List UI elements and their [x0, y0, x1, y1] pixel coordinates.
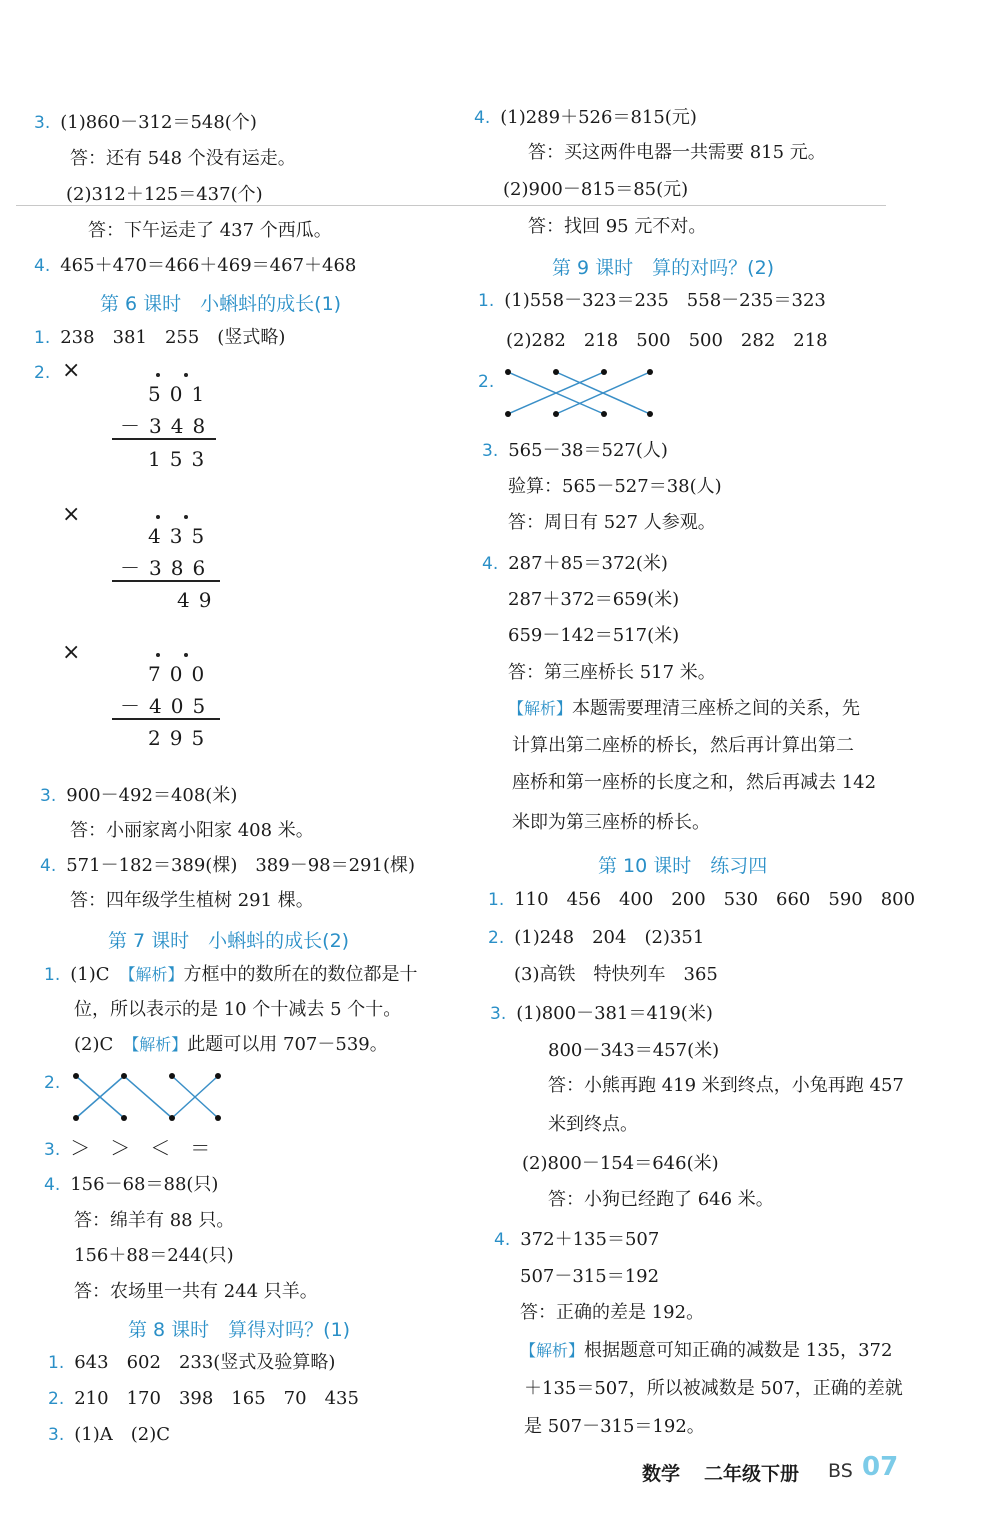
analysis-line: 【解析】本题需要理清三座桥之间的关系，先: [508, 698, 861, 719]
matching-diagram: [500, 364, 660, 420]
calc-result: 295: [148, 726, 214, 750]
answer-line: 800－343＝457(米): [548, 1040, 720, 1061]
section-heading: 第 9 课时 算的对吗？(2): [552, 257, 775, 279]
carry-dot: [184, 653, 188, 657]
answer-line: 4. 287＋85＝372(米): [482, 553, 668, 574]
answer-line: 答：四年级学生植树 291 棵。: [70, 890, 314, 911]
answer-line: 1. 110 456 400 200 530 660 590 800: [488, 889, 916, 910]
answer-line: 4. 372＋135＝507: [494, 1229, 660, 1250]
answer-line: 507－315＝192: [520, 1266, 660, 1287]
answer-line: 答：农场里一共有 244 只羊。: [74, 1281, 318, 1302]
answer-line: 1. 238 381 255 (竖式略): [34, 327, 286, 348]
answer-line: 2.: [44, 1073, 61, 1093]
calc-line: [112, 718, 220, 720]
answer-line: 1. 643 602 233(竖式及验算略): [48, 1352, 336, 1373]
answer-line: 2.: [34, 363, 51, 383]
answer-line: (3)高铁 特快列车 365: [514, 964, 718, 985]
section-heading: 第 6 课时 小蝌蚪的成长(1): [100, 293, 342, 315]
cross-mark: ×: [62, 502, 81, 527]
carry-dot: [184, 373, 188, 377]
section-heading: 第 7 课时 小蝌蚪的成长(2): [108, 930, 350, 952]
calc-line: [112, 438, 216, 440]
footer-subject: 数学: [642, 1463, 681, 1485]
answer-line: 4. 156－68＝88(只): [44, 1174, 219, 1195]
calc-top: 501: [148, 382, 214, 406]
analysis-line: 计算出第二座桥的桥长，然后再计算出第二: [512, 735, 854, 756]
footer-edition: BS: [828, 1460, 853, 1482]
answer-line: (2)800－154＝646(米): [522, 1153, 719, 1174]
answer-line: 米到终点。: [548, 1114, 638, 1135]
answer-line: 验算：565－527＝38(人): [508, 476, 722, 497]
answer-line: 答：小狗已经跑了 646 米。: [548, 1189, 774, 1210]
answer-line: 287＋372＝659(米): [508, 589, 680, 610]
carry-dot: [184, 515, 188, 519]
answer-line: 3. ＞ ＞ ＜ ＝: [44, 1136, 211, 1160]
calc-result: 153: [148, 447, 214, 471]
analysis-line: 米即为第三座桥的桥长。: [512, 812, 710, 833]
cross-mark: ×: [62, 640, 81, 665]
answer-line: 4. 571－182＝389(棵) 389－98＝291(棵): [40, 855, 416, 876]
calc-subtrahend: －348: [120, 414, 215, 438]
calc-subtrahend: －386: [120, 556, 215, 580]
answer-line: 2.: [478, 372, 495, 392]
answer-line: 答：正确的差是 192。: [520, 1302, 705, 1323]
answer-line: 答：小丽家离小阳家 408 米。: [70, 820, 314, 841]
answer-line: 2. (1)248 204 (2)351: [488, 927, 705, 948]
answer-line: 答：下午运走了 437 个西瓜。: [88, 220, 332, 241]
analysis-line: 是 507－315＝192。: [524, 1416, 705, 1437]
carry-dot: [156, 653, 160, 657]
answer-line: 答：找回 95 元不对。: [528, 216, 707, 237]
calc-top: 700: [148, 662, 214, 686]
answer-line: 1. (1)558－323＝235 558－235＝323: [478, 290, 826, 311]
footer-grade: 二年级下册: [704, 1463, 800, 1485]
answer-line: 3. (1)800－381＝419(米): [490, 1003, 713, 1024]
section-heading: 第 8 课时 算得对吗？(1): [128, 1319, 351, 1341]
calc-top: 435: [148, 524, 214, 548]
carry-dot: [156, 373, 160, 377]
analysis-line: 座桥和第一座桥的长度之和，然后再减去 142: [512, 772, 877, 793]
carry-dot: [156, 515, 160, 519]
fold-line: [16, 205, 886, 206]
analysis-line: 【解析】根据题意可知正确的减数是 135，372: [520, 1340, 893, 1361]
answer-line: (2)282 218 500 500 282 218: [506, 330, 828, 351]
answer-line: 3. 900－492＝408(米): [40, 785, 238, 806]
answer-line: 3. (1)A (2)C: [48, 1424, 170, 1445]
cross-mark: ×: [62, 358, 81, 383]
answer-line: 答：第三座桥长 517 米。: [508, 662, 716, 683]
answer-line: 3. 565－38＝527(人): [482, 440, 668, 461]
answer-line: (2)312＋125＝437(个): [66, 184, 263, 205]
answer-line: 答：买这两件电器一共需要 815 元。: [528, 142, 826, 163]
answer-line: 答：周日有 527 人参观。: [508, 512, 716, 533]
answer-line: 位，所以表示的是 10 个十减去 5 个十。: [74, 999, 402, 1020]
answer-line: 3. (1)860－312＝548(个): [34, 112, 257, 133]
answer-line: 4. 465＋470＝466＋469＝467＋468: [34, 255, 357, 276]
answer-line: 4. (1)289＋526＝815(元): [474, 107, 697, 128]
answer-line: (2)C 【解析】此题可以用 707－539。: [74, 1034, 388, 1055]
section-heading: 第 10 课时 练习四: [598, 855, 768, 877]
answer-line: 1. (1)C 【解析】方框中的数所在的数位都是十: [44, 964, 418, 985]
answer-line: 答：绵羊有 88 只。: [74, 1210, 235, 1231]
calc-subtrahend: －405: [120, 694, 215, 718]
answer-line: 659－142＝517(米): [508, 625, 680, 646]
matching-diagram: [68, 1068, 228, 1124]
calc-line: [112, 580, 220, 582]
answer-line: 2. 210 170 398 165 70 435: [48, 1388, 359, 1409]
answer-line: (2)900－815＝85(元): [503, 179, 689, 200]
answer-line: 156＋88＝244(只): [74, 1245, 234, 1266]
page-number: 07: [862, 1452, 899, 1482]
calc-result: 49: [177, 588, 221, 612]
analysis-line: ＋135＝507，所以被减数是 507，正确的差就: [524, 1378, 903, 1399]
answer-line: 答：小熊再跑 419 米到终点，小兔再跑 457: [548, 1075, 904, 1096]
answer-line: 答：还有 548 个没有运走。: [70, 148, 296, 169]
